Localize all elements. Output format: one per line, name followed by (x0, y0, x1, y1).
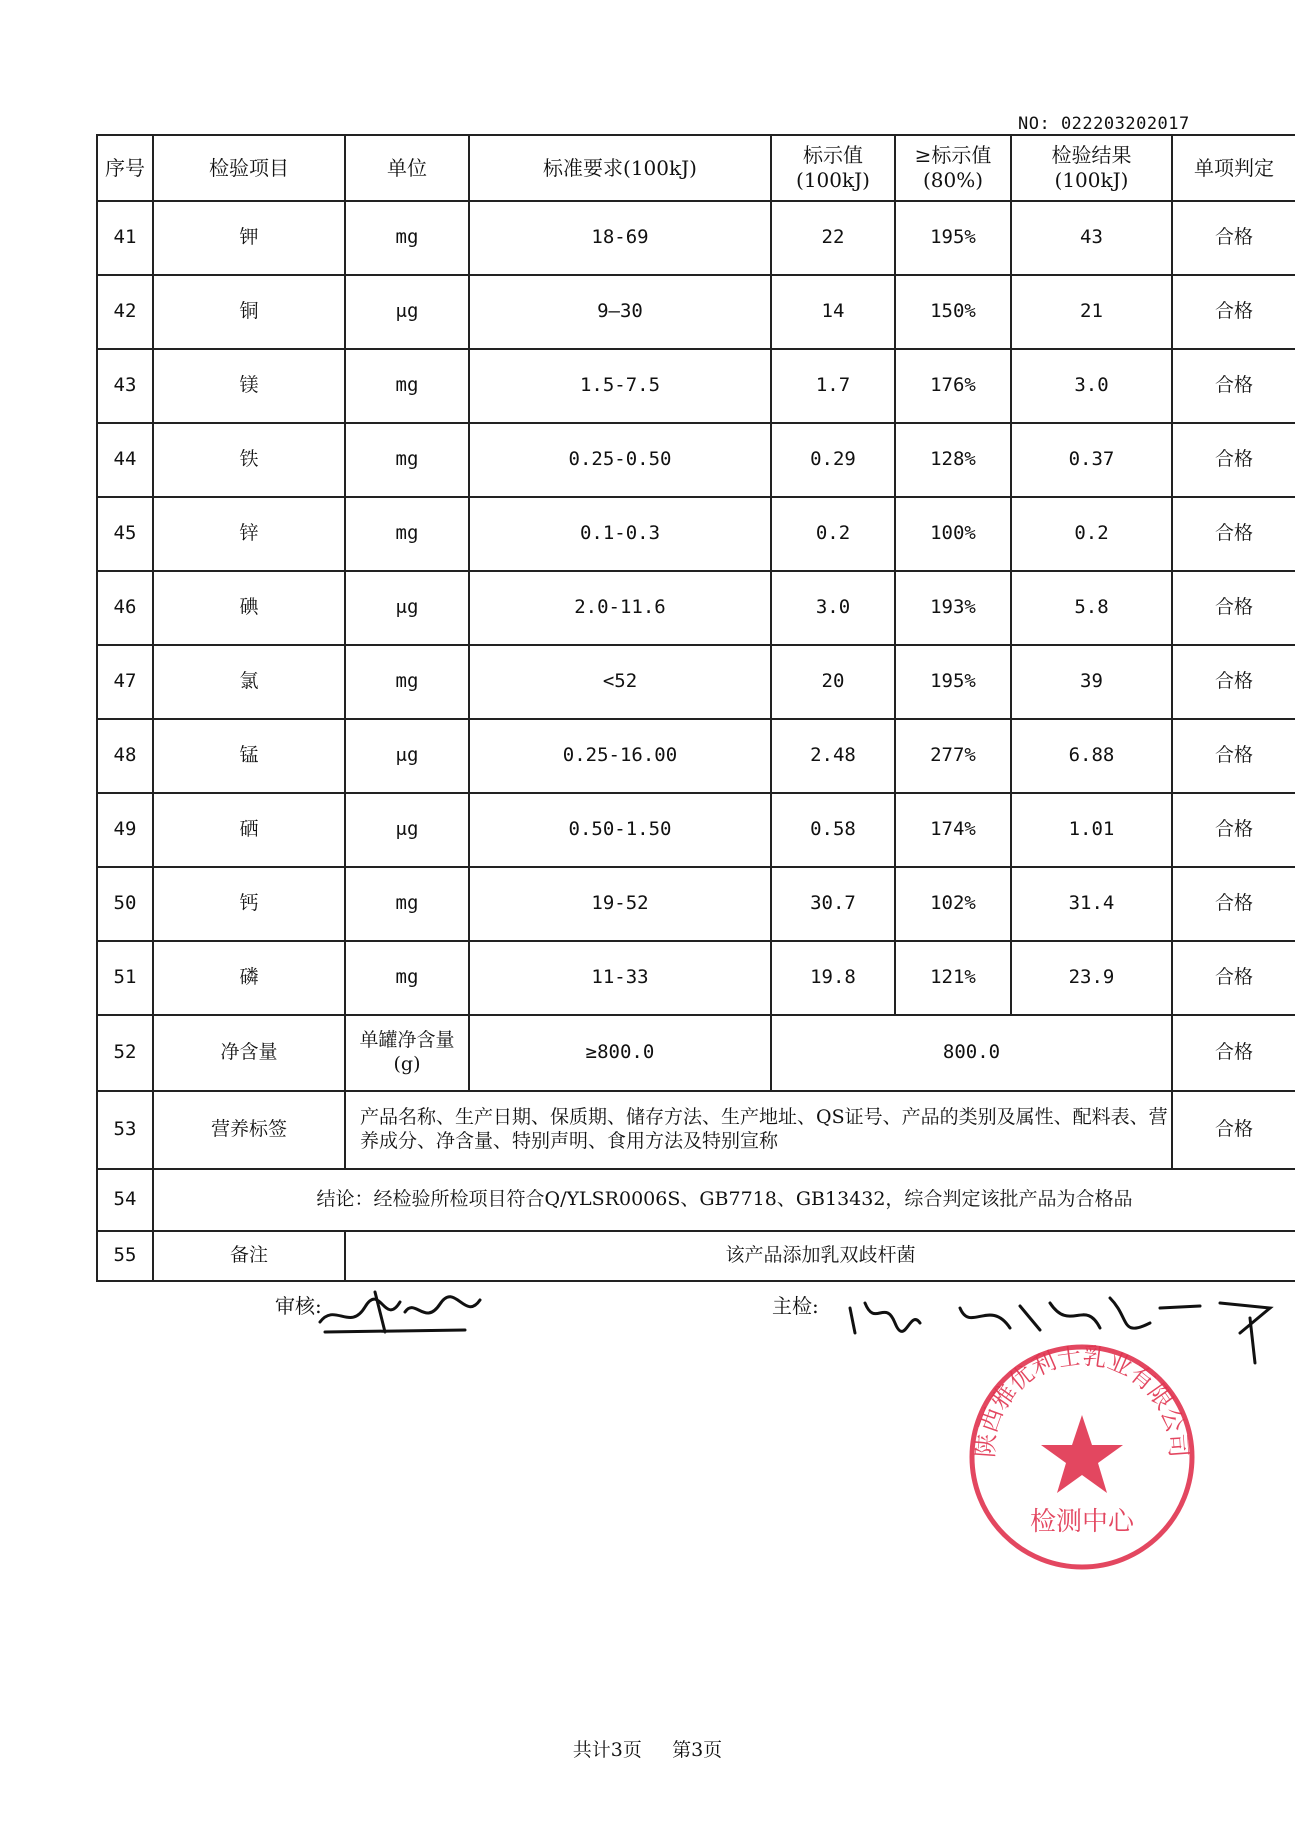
row-item: 锌 (153, 497, 345, 571)
row-unit: mg (345, 423, 469, 497)
table-row (97, 793, 1295, 867)
row-standard: 0.25-16.00 (469, 719, 771, 793)
header-item: 检验项目 (153, 135, 345, 201)
row-no: 50 (97, 867, 153, 941)
row-percent: 100% (895, 497, 1011, 571)
row-item: 锰 (153, 719, 345, 793)
row-result: 23.9 (1011, 941, 1172, 1015)
row-unit: mg (345, 645, 469, 719)
conclusion-text: 结论：经检验所检项目符合Q/YLSR0006S、GB7718、GB13432，综合判定该批产品为合格品 (153, 1169, 1295, 1231)
row-standard: 0.1-0.3 (469, 497, 771, 571)
row-judgement: 合格 (1172, 275, 1295, 349)
row-result: 39 (1011, 645, 1172, 719)
row-result: 0.2 (1011, 497, 1172, 571)
table-header-row (97, 135, 1295, 201)
table-row (97, 867, 1295, 941)
seal-outer-text: 陕西雅优利士乳业有限公司 (971, 1341, 1193, 1459)
row-unit: mg (345, 867, 469, 941)
inspector-label: 主检: (772, 1294, 819, 1318)
row-item: 铁 (153, 423, 345, 497)
row-percent: 102% (895, 867, 1011, 941)
row-no: 47 (97, 645, 153, 719)
row-item: 备注 (153, 1231, 345, 1281)
reviewer-label: 审核: (275, 1294, 322, 1318)
table-row (97, 275, 1295, 349)
row-labeled: 0.29 (771, 423, 895, 497)
row-judgement: 合格 (1172, 571, 1295, 645)
row-item: 碘 (153, 571, 345, 645)
row-unit: μg (345, 275, 469, 349)
row-unit: μg (345, 793, 469, 867)
net-content-row (97, 1015, 1295, 1091)
seal-inner-text: 检测中心 (1029, 1507, 1135, 1537)
row-judgement: 合格 (1172, 1015, 1295, 1091)
row-judgement: 合格 (1172, 1091, 1295, 1169)
row-result: 3.0 (1011, 349, 1172, 423)
row-result: 0.37 (1011, 423, 1172, 497)
table-row (97, 423, 1295, 497)
row-unit: mg (345, 349, 469, 423)
document-number: NO: 022203202017 (1018, 114, 1190, 134)
row-labeled: 1.7 (771, 349, 895, 423)
row-result: 31.4 (1011, 867, 1172, 941)
table-row (97, 645, 1295, 719)
row-no: 55 (97, 1231, 153, 1281)
row-result: 5.8 (1011, 571, 1172, 645)
row-item: 净含量 (153, 1015, 345, 1091)
row-percent: 174% (895, 793, 1011, 867)
nutrition-label-row (97, 1091, 1295, 1169)
row-judgement: 合格 (1172, 719, 1295, 793)
row-no: 49 (97, 793, 153, 867)
row-item: 钙 (153, 867, 345, 941)
row-labeled: 22 (771, 201, 895, 275)
footer-total-pages: 共计3页 (572, 1739, 642, 1761)
header-percent: ≥标示值(80%) (895, 135, 1011, 201)
row-labeled: 20 (771, 645, 895, 719)
row-result: 21 (1011, 275, 1172, 349)
row-no: 43 (97, 349, 153, 423)
row-percent: 128% (895, 423, 1011, 497)
row-standard: <52 (469, 645, 771, 719)
row-judgement: 合格 (1172, 793, 1295, 867)
row-labeled: 3.0 (771, 571, 895, 645)
row-labeled: 14 (771, 275, 895, 349)
page-footer (0, 1735, 1295, 1762)
row-judgement: 合格 (1172, 423, 1295, 497)
table-row (97, 497, 1295, 571)
row-standard: 2.0-11.6 (469, 571, 771, 645)
company-seal (965, 1340, 1200, 1575)
row-item: 镁 (153, 349, 345, 423)
row-result: 800.0 (771, 1015, 1172, 1091)
row-no: 51 (97, 941, 153, 1015)
row-no: 44 (97, 423, 153, 497)
row-no: 53 (97, 1091, 153, 1169)
row-unit: 单罐净含量(g) (345, 1015, 469, 1091)
remark-text: 该产品添加乳双歧杆菌 (345, 1231, 1295, 1281)
inspection-table (96, 134, 1295, 1282)
row-judgement: 合格 (1172, 349, 1295, 423)
row-percent: 195% (895, 645, 1011, 719)
table-row (97, 719, 1295, 793)
row-labeled: 0.58 (771, 793, 895, 867)
row-no: 46 (97, 571, 153, 645)
row-unit: μg (345, 719, 469, 793)
row-unit: μg (345, 571, 469, 645)
row-standard: 11-33 (469, 941, 771, 1015)
row-judgement: 合格 (1172, 645, 1295, 719)
table-row (97, 201, 1295, 275)
footer-current-page: 第3页 (672, 1739, 723, 1761)
table-body (97, 201, 1295, 1281)
row-result: 43 (1011, 201, 1172, 275)
conclusion-row (97, 1169, 1295, 1231)
row-standard: ≥800.0 (469, 1015, 771, 1091)
row-standard: 1.5-7.5 (469, 349, 771, 423)
row-percent: 195% (895, 201, 1011, 275)
table-row (97, 349, 1295, 423)
row-labeled: 2.48 (771, 719, 895, 793)
row-percent: 277% (895, 719, 1011, 793)
row-percent: 176% (895, 349, 1011, 423)
row-standard: 9—30 (469, 275, 771, 349)
row-no: 48 (97, 719, 153, 793)
row-no: 45 (97, 497, 153, 571)
table-row (97, 571, 1295, 645)
row-unit: mg (345, 201, 469, 275)
row-percent: 193% (895, 571, 1011, 645)
row-labeled: 0.2 (771, 497, 895, 571)
header-labeled: 标示值(100kJ) (771, 135, 895, 201)
row-standard: 0.50-1.50 (469, 793, 771, 867)
row-labeled: 19.8 (771, 941, 895, 1015)
row-percent: 121% (895, 941, 1011, 1015)
row-item: 磷 (153, 941, 345, 1015)
row-item: 铜 (153, 275, 345, 349)
row-item: 硒 (153, 793, 345, 867)
row-result: 1.01 (1011, 793, 1172, 867)
row-unit: mg (345, 941, 469, 1015)
table-row (97, 941, 1295, 1015)
header-unit: 单位 (345, 135, 469, 201)
row-no: 54 (97, 1169, 153, 1231)
row-no: 42 (97, 275, 153, 349)
row-unit: mg (345, 497, 469, 571)
row-labeled: 30.7 (771, 867, 895, 941)
row-item: 营养标签 (153, 1091, 345, 1169)
row-no: 52 (97, 1015, 153, 1091)
remark-row (97, 1231, 1295, 1281)
label-content: 产品名称、生产日期、保质期、储存方法、生产地址、QS证号、产品的类别及属性、配料表、营养成分、净含量、特别声明、食用方法及特别宣称 (345, 1091, 1172, 1169)
row-judgement: 合格 (1172, 201, 1295, 275)
row-result: 6.88 (1011, 719, 1172, 793)
row-standard: 18-69 (469, 201, 771, 275)
row-no: 41 (97, 201, 153, 275)
row-judgement: 合格 (1172, 941, 1295, 1015)
reviewer-signature (315, 1282, 485, 1342)
row-item: 氯 (153, 645, 345, 719)
header-judgement: 单项判定 (1172, 135, 1295, 201)
header-standard: 标准要求(100kJ) (469, 135, 771, 201)
row-judgement: 合格 (1172, 497, 1295, 571)
header-no: 序号 (97, 135, 153, 201)
row-judgement: 合格 (1172, 867, 1295, 941)
row-item: 钾 (153, 201, 345, 275)
row-percent: 150% (895, 275, 1011, 349)
row-standard: 19-52 (469, 867, 771, 941)
header-result: 检验结果(100kJ) (1011, 135, 1172, 201)
row-standard: 0.25-0.50 (469, 423, 771, 497)
